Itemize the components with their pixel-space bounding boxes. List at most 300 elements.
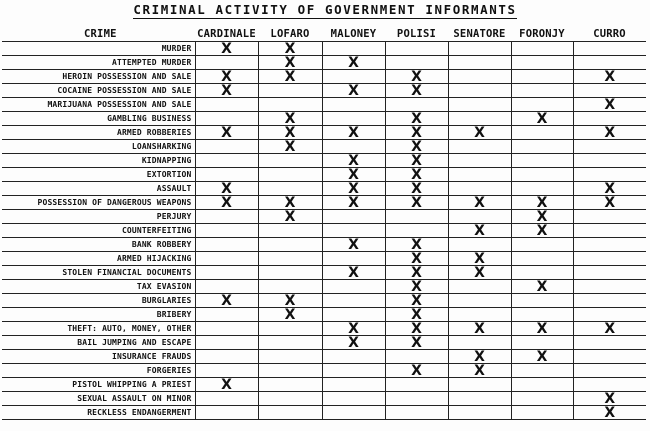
table-row <box>2 196 646 210</box>
mark-cell-lofaro <box>258 98 322 112</box>
column-header-lofaro: LOFARO <box>258 27 322 42</box>
crime-label: ASSAULT <box>2 182 195 196</box>
x-mark: X <box>348 335 359 350</box>
mark-cell-polisi <box>385 364 448 378</box>
mark-cell-polisi <box>385 98 448 112</box>
mark-cell-senatore <box>448 140 511 154</box>
crime-label: BRIBERY <box>2 308 195 322</box>
crime-label: RECKLESS ENDANGERMENT <box>2 406 195 420</box>
table-row <box>2 308 646 322</box>
mark-cell-maloney <box>322 308 385 322</box>
mark-cell-senatore <box>448 98 511 112</box>
mark-cell-lofaro <box>258 280 322 294</box>
table-row <box>2 70 646 84</box>
mark-cell-lofaro <box>258 154 322 168</box>
mark-cell-senatore <box>448 406 511 420</box>
crime-label: KIDNAPPING <box>2 154 195 168</box>
mark-cell-polisi <box>385 280 448 294</box>
x-mark: X <box>221 69 232 84</box>
mark-cell-cardinale <box>195 350 258 364</box>
x-mark: X <box>604 69 616 84</box>
mark-cell-lofaro <box>258 112 322 126</box>
x-mark: X <box>474 321 485 336</box>
mark-cell-senatore <box>448 196 511 210</box>
mark-cell-curro <box>573 308 646 322</box>
mark-cell-foronjy <box>511 98 573 112</box>
mark-cell-curro <box>573 182 646 196</box>
mark-cell-cardinale <box>195 210 258 224</box>
crime-label: MARIJUANA POSSESSION AND SALE <box>2 98 195 112</box>
mark-cell-senatore <box>448 252 511 266</box>
mark-cell-polisi <box>385 294 448 308</box>
table-row <box>2 210 646 224</box>
mark-cell-cardinale <box>195 56 258 70</box>
mark-cell-foronjy <box>511 56 573 70</box>
table-row <box>2 224 646 238</box>
column-header-polisi: POLISI <box>385 27 448 42</box>
mark-cell-maloney <box>322 70 385 84</box>
mark-cell-polisi <box>385 42 448 56</box>
crime-label: COCAINE POSSESSION AND SALE <box>2 84 195 98</box>
mark-cell-lofaro <box>258 126 322 140</box>
mark-cell-foronjy <box>511 182 573 196</box>
crime-label: COUNTERFEITING <box>2 224 195 238</box>
mark-cell-polisi <box>385 308 448 322</box>
crime-label: BURGLARIES <box>2 294 195 308</box>
crime-label: ARMED ROBBERIES <box>2 126 195 140</box>
x-mark: X <box>221 181 232 196</box>
mark-cell-senatore <box>448 154 511 168</box>
mark-cell-foronjy <box>511 126 573 140</box>
mark-cell-polisi <box>385 84 448 98</box>
mark-cell-curro <box>573 168 646 182</box>
x-mark: X <box>284 195 296 210</box>
mark-cell-polisi <box>385 140 448 154</box>
mark-cell-foronjy <box>511 196 573 210</box>
mark-cell-maloney <box>322 112 385 126</box>
mark-cell-lofaro <box>258 378 322 392</box>
x-mark: X <box>536 349 548 364</box>
mark-cell-cardinale <box>195 266 258 280</box>
x-mark: X <box>411 279 422 294</box>
table-row <box>2 392 646 406</box>
x-mark: X <box>411 251 422 266</box>
mark-cell-maloney <box>322 392 385 406</box>
page-title: CRIMINAL ACTIVITY OF GOVERNMENT INFORMANTS <box>133 2 517 17</box>
mark-cell-maloney <box>322 322 385 336</box>
mark-cell-senatore <box>448 378 511 392</box>
mark-cell-cardinale <box>195 336 258 350</box>
mark-cell-lofaro <box>258 322 322 336</box>
mark-cell-curro <box>573 196 646 210</box>
mark-cell-foronjy <box>511 308 573 322</box>
mark-cell-cardinale <box>195 308 258 322</box>
x-mark: X <box>348 321 359 336</box>
x-mark: X <box>411 293 422 308</box>
x-mark: X <box>284 307 296 322</box>
mark-cell-polisi <box>385 406 448 420</box>
mark-cell-senatore <box>448 308 511 322</box>
x-mark: X <box>348 181 359 196</box>
x-mark: X <box>474 363 485 378</box>
mark-cell-foronjy <box>511 364 573 378</box>
mark-cell-senatore <box>448 182 511 196</box>
mark-cell-cardinale <box>195 42 258 56</box>
mark-cell-maloney <box>322 350 385 364</box>
mark-cell-cardinale <box>195 392 258 406</box>
x-mark: X <box>604 405 616 420</box>
mark-cell-foronjy <box>511 392 573 406</box>
mark-cell-polisi <box>385 392 448 406</box>
mark-cell-senatore <box>448 322 511 336</box>
crime-label: BANK ROBBERY <box>2 238 195 252</box>
x-mark: X <box>536 195 548 210</box>
mark-cell-curro <box>573 56 646 70</box>
table-row <box>2 378 646 392</box>
mark-cell-polisi <box>385 154 448 168</box>
mark-cell-foronjy <box>511 406 573 420</box>
mark-cell-curro <box>573 294 646 308</box>
x-mark: X <box>411 335 422 350</box>
x-mark: X <box>284 293 296 308</box>
mark-cell-foronjy <box>511 168 573 182</box>
x-mark: X <box>474 223 485 238</box>
mark-cell-maloney <box>322 224 385 238</box>
mark-cell-polisi <box>385 350 448 364</box>
mark-cell-curro <box>573 84 646 98</box>
mark-cell-curro <box>573 70 646 84</box>
table-row <box>2 266 646 280</box>
mark-cell-polisi <box>385 322 448 336</box>
x-mark: X <box>348 195 359 210</box>
x-mark: X <box>474 251 485 266</box>
mark-cell-cardinale <box>195 98 258 112</box>
x-mark: X <box>411 167 422 182</box>
mark-cell-lofaro <box>258 336 322 350</box>
x-mark: X <box>411 83 422 98</box>
mark-cell-senatore <box>448 210 511 224</box>
mark-cell-foronjy <box>511 280 573 294</box>
mark-cell-senatore <box>448 350 511 364</box>
mark-cell-curro <box>573 112 646 126</box>
mark-cell-lofaro <box>258 350 322 364</box>
mark-cell-foronjy <box>511 112 573 126</box>
mark-cell-lofaro <box>258 252 322 266</box>
table-row <box>2 42 646 56</box>
mark-cell-foronjy <box>511 70 573 84</box>
mark-cell-polisi <box>385 238 448 252</box>
x-mark: X <box>536 223 548 238</box>
mark-cell-polisi <box>385 168 448 182</box>
mark-cell-senatore <box>448 168 511 182</box>
mark-cell-maloney <box>322 406 385 420</box>
mark-cell-curro <box>573 406 646 420</box>
mark-cell-curro <box>573 140 646 154</box>
mark-cell-maloney <box>322 42 385 56</box>
mark-cell-curro <box>573 42 646 56</box>
mark-cell-maloney <box>322 336 385 350</box>
mark-cell-lofaro <box>258 168 322 182</box>
mark-cell-maloney <box>322 84 385 98</box>
x-mark: X <box>348 167 359 182</box>
mark-cell-polisi <box>385 378 448 392</box>
x-mark: X <box>474 349 485 364</box>
x-mark: X <box>411 321 422 336</box>
mark-cell-polisi <box>385 126 448 140</box>
mark-cell-lofaro <box>258 210 322 224</box>
mark-cell-lofaro <box>258 266 322 280</box>
mark-cell-senatore <box>448 84 511 98</box>
x-mark: X <box>348 237 359 252</box>
mark-cell-cardinale <box>195 294 258 308</box>
mark-cell-polisi <box>385 224 448 238</box>
x-mark: X <box>411 139 422 154</box>
table-row <box>2 98 646 112</box>
table-row <box>2 280 646 294</box>
mark-cell-cardinale <box>195 252 258 266</box>
mark-cell-maloney <box>322 168 385 182</box>
mark-cell-polisi <box>385 182 448 196</box>
mark-cell-lofaro <box>258 196 322 210</box>
table-row <box>2 56 646 70</box>
mark-cell-lofaro <box>258 406 322 420</box>
x-mark: X <box>411 265 422 280</box>
x-mark: X <box>604 181 616 196</box>
mark-cell-polisi <box>385 336 448 350</box>
mark-cell-lofaro <box>258 392 322 406</box>
mark-cell-foronjy <box>511 84 573 98</box>
mark-cell-curro <box>573 98 646 112</box>
mark-cell-cardinale <box>195 378 258 392</box>
column-header-foronjy: FORONJY <box>511 27 573 42</box>
mark-cell-foronjy <box>511 336 573 350</box>
mark-cell-cardinale <box>195 224 258 238</box>
mark-cell-curro <box>573 350 646 364</box>
x-mark: X <box>411 125 422 140</box>
mark-cell-foronjy <box>511 350 573 364</box>
x-mark: X <box>348 265 359 280</box>
table-row <box>2 126 646 140</box>
crime-label: FORGERIES <box>2 364 195 378</box>
mark-cell-maloney <box>322 154 385 168</box>
x-mark: X <box>284 111 296 126</box>
column-header-senatore: SENATORE <box>448 27 511 42</box>
mark-cell-cardinale <box>195 126 258 140</box>
crime-label: INSURANCE FRAUDS <box>2 350 195 364</box>
x-mark: X <box>604 321 616 336</box>
mark-cell-cardinale <box>195 182 258 196</box>
mark-cell-polisi <box>385 252 448 266</box>
mark-cell-curro <box>573 392 646 406</box>
mark-cell-lofaro <box>258 224 322 238</box>
mark-cell-maloney <box>322 210 385 224</box>
crime-table <box>2 27 646 420</box>
mark-cell-maloney <box>322 140 385 154</box>
mark-cell-curro <box>573 210 646 224</box>
mark-cell-curro <box>573 280 646 294</box>
x-mark: X <box>348 83 359 98</box>
x-mark: X <box>284 209 296 224</box>
mark-cell-senatore <box>448 336 511 350</box>
mark-cell-curro <box>573 322 646 336</box>
mark-cell-maloney <box>322 280 385 294</box>
x-mark: X <box>348 55 359 70</box>
mark-cell-foronjy <box>511 378 573 392</box>
mark-cell-polisi <box>385 196 448 210</box>
mark-cell-senatore <box>448 70 511 84</box>
x-mark: X <box>284 139 296 154</box>
x-mark: X <box>536 321 548 336</box>
mark-cell-cardinale <box>195 154 258 168</box>
x-mark: X <box>411 307 422 322</box>
x-mark: X <box>411 111 422 126</box>
mark-cell-lofaro <box>258 364 322 378</box>
mark-cell-maloney <box>322 182 385 196</box>
table-row <box>2 168 646 182</box>
mark-cell-senatore <box>448 126 511 140</box>
crime-label: MURDER <box>2 42 195 56</box>
x-mark: X <box>536 209 548 224</box>
crime-label: ATTEMPTED MURDER <box>2 56 195 70</box>
crime-label: PISTOL WHIPPING A PRIEST <box>2 378 195 392</box>
table-row <box>2 182 646 196</box>
crime-label: POSSESSION OF DANGEROUS WEAPONS <box>2 196 195 210</box>
x-mark: X <box>221 377 232 392</box>
mark-cell-foronjy <box>511 294 573 308</box>
mark-cell-lofaro <box>258 238 322 252</box>
mark-cell-curro <box>573 238 646 252</box>
mark-cell-cardinale <box>195 168 258 182</box>
crime-label: SEXUAL ASSAULT ON MINOR <box>2 392 195 406</box>
mark-cell-polisi <box>385 56 448 70</box>
mark-cell-foronjy <box>511 322 573 336</box>
mark-cell-cardinale <box>195 140 258 154</box>
mark-cell-cardinale <box>195 112 258 126</box>
mark-cell-lofaro <box>258 84 322 98</box>
crime-label: TAX EVASION <box>2 280 195 294</box>
table-row <box>2 350 646 364</box>
table-row <box>2 336 646 350</box>
table-row <box>2 252 646 266</box>
column-header-cardinale: CARDINALE <box>195 27 258 42</box>
crime-label: THEFT: AUTO, MONEY, OTHER <box>2 322 195 336</box>
mark-cell-cardinale <box>195 406 258 420</box>
mark-cell-maloney <box>322 378 385 392</box>
mark-cell-senatore <box>448 392 511 406</box>
mark-cell-foronjy <box>511 154 573 168</box>
mark-cell-curro <box>573 224 646 238</box>
x-mark: X <box>221 41 232 56</box>
mark-cell-polisi <box>385 210 448 224</box>
mark-cell-senatore <box>448 112 511 126</box>
mark-cell-lofaro <box>258 182 322 196</box>
table-row <box>2 364 646 378</box>
mark-cell-senatore <box>448 294 511 308</box>
x-mark: X <box>221 125 232 140</box>
table-row <box>2 406 646 420</box>
x-mark: X <box>411 237 422 252</box>
crime-label: HEROIN POSSESSION AND SALE <box>2 70 195 84</box>
mark-cell-cardinale <box>195 196 258 210</box>
mark-cell-lofaro <box>258 56 322 70</box>
mark-cell-senatore <box>448 42 511 56</box>
mark-cell-lofaro <box>258 140 322 154</box>
mark-cell-senatore <box>448 280 511 294</box>
x-mark: X <box>284 55 296 70</box>
mark-cell-curro <box>573 266 646 280</box>
mark-cell-cardinale <box>195 280 258 294</box>
crime-label: LOANSHARKING <box>2 140 195 154</box>
x-mark: X <box>284 125 296 140</box>
x-mark: X <box>536 111 548 126</box>
mark-cell-senatore <box>448 266 511 280</box>
mark-cell-foronjy <box>511 266 573 280</box>
mark-cell-maloney <box>322 364 385 378</box>
mark-cell-maloney <box>322 56 385 70</box>
mark-cell-curro <box>573 336 646 350</box>
x-mark: X <box>284 69 296 84</box>
table-row <box>2 294 646 308</box>
mark-cell-curro <box>573 378 646 392</box>
mark-cell-senatore <box>448 238 511 252</box>
x-mark: X <box>221 195 232 210</box>
crime-label: STOLEN FINANCIAL DOCUMENTS <box>2 266 195 280</box>
x-mark: X <box>474 195 485 210</box>
mark-cell-foronjy <box>511 224 573 238</box>
mark-cell-cardinale <box>195 84 258 98</box>
mark-cell-maloney <box>322 196 385 210</box>
mark-cell-cardinale <box>195 364 258 378</box>
mark-cell-senatore <box>448 364 511 378</box>
x-mark: X <box>348 125 359 140</box>
mark-cell-cardinale <box>195 322 258 336</box>
mark-cell-lofaro <box>258 294 322 308</box>
mark-cell-maloney <box>322 266 385 280</box>
x-mark: X <box>348 153 359 168</box>
mark-cell-foronjy <box>511 210 573 224</box>
table-row <box>2 140 646 154</box>
mark-cell-foronjy <box>511 252 573 266</box>
x-mark: X <box>604 391 616 406</box>
table-row <box>2 112 646 126</box>
mark-cell-cardinale <box>195 238 258 252</box>
mark-cell-polisi <box>385 112 448 126</box>
mark-cell-foronjy <box>511 42 573 56</box>
table-row <box>2 322 646 336</box>
x-mark: X <box>604 125 616 140</box>
x-mark: X <box>474 265 485 280</box>
x-mark: X <box>604 97 616 112</box>
mark-cell-curro <box>573 154 646 168</box>
mark-cell-curro <box>573 252 646 266</box>
mark-cell-lofaro <box>258 70 322 84</box>
mark-cell-foronjy <box>511 140 573 154</box>
crime-label: BAIL JUMPING AND ESCAPE <box>2 336 195 350</box>
x-mark: X <box>411 181 422 196</box>
mark-cell-cardinale <box>195 70 258 84</box>
header-row <box>2 27 646 42</box>
column-header-maloney: MALONEY <box>322 27 385 42</box>
x-mark: X <box>411 363 422 378</box>
table-row <box>2 84 646 98</box>
x-mark: X <box>411 69 422 84</box>
mark-cell-polisi <box>385 266 448 280</box>
table-row <box>2 154 646 168</box>
crime-label: ARMED HIJACKING <box>2 252 195 266</box>
column-header-curro: CURRO <box>573 27 646 42</box>
mark-cell-maloney <box>322 238 385 252</box>
mark-cell-lofaro <box>258 308 322 322</box>
